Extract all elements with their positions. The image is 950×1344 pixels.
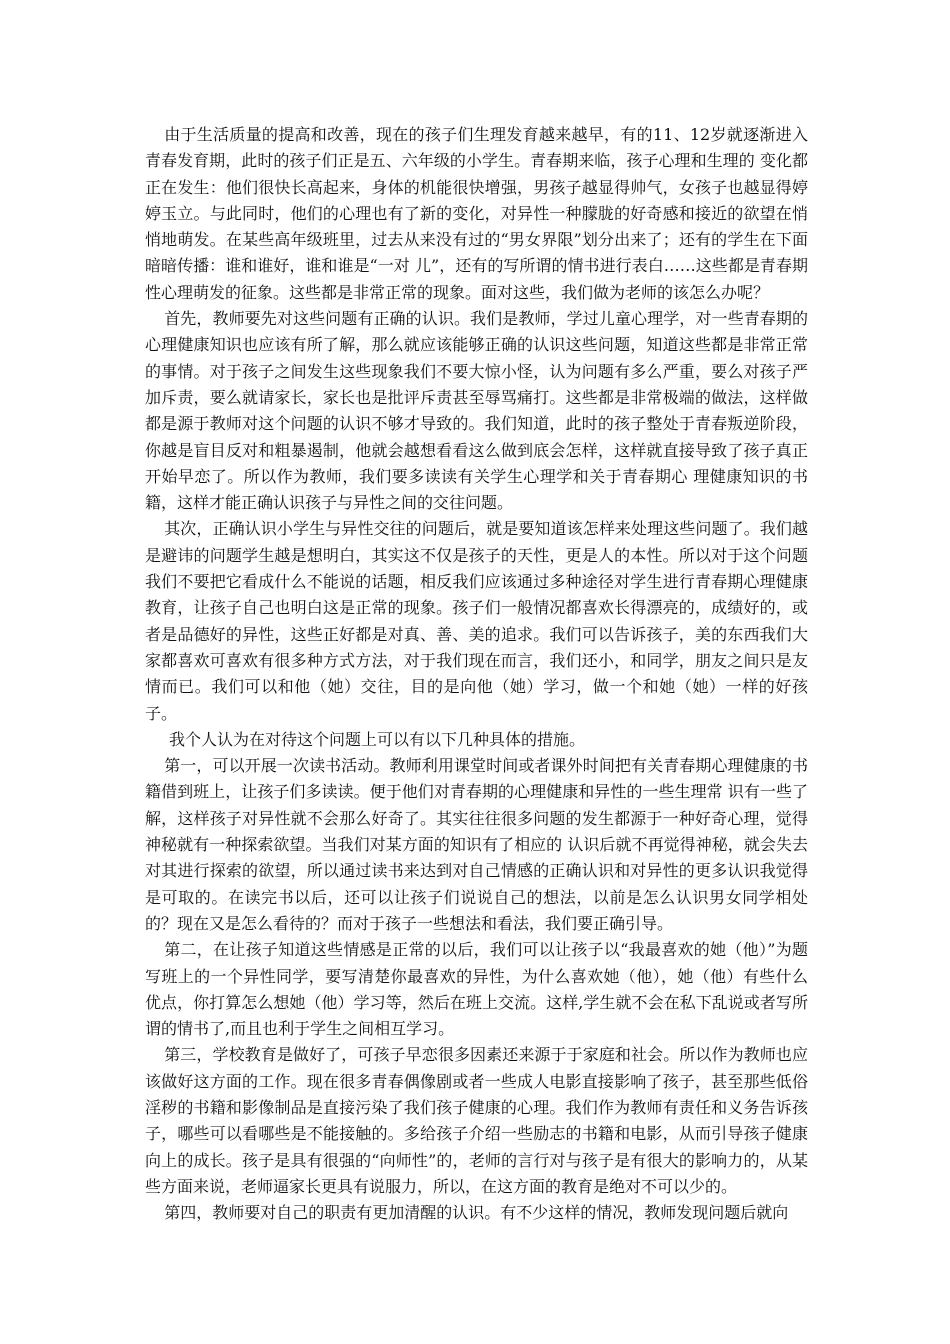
paragraph-second-point: 其次，正确认识小学生与异性交往的问题后，就是要知道该怎样来处理这些问题了。我们越是避讳的问题学生越是想明白，其实这不仅是孩子的天性，更是人的本性。所以对于这个问题我们不要把它看成什么不能说的话题，相反我们应该通过多种途径对学生进行青春期心理健康教育，让孩子自己也明白这是正常的现象。孩子们一般情况都喜欢长得漂亮的，成绩好的，或者是品德好的异性，这些正好都是对真、善、美的追求。我们可以告诉孩子，美的东西我们大家都喜欢可喜欢有很多种方式方法，对于我们现在而言，我们还小，和同学，朋友之间只是友情而已。我们可以和他（她）交往，目的是向他（她）学习，做一个和她（她）一样的好孩子。 bbox=[145, 519, 808, 723]
paragraph-measure-four: 第四，教师要对自己的职责有更加清醒的认识。有不少这样的情况，教师发现问题后就向 bbox=[164, 1203, 789, 1223]
paragraph-measure-two: 第二，在让孩子知道这些情感是正常的以后，我们可以让孩子以“我最喜欢的她（他）”为题写班上的一个异性同学，要写清楚你最喜欢的异性，为什么喜欢她（他），她（他）有些什么优点，你打算怎么想她（他）学习等，然后在班上交流。这样,学生就不会在私下乱说或者写所谓的情书了,而且也利于学生之间相互学习。 bbox=[145, 940, 808, 1039]
document-body bbox=[145, 122, 808, 1226]
paragraph-measures-intro: 我个人认为在对待这个问题上可以有以下几种具体的措施。 bbox=[169, 729, 586, 749]
paragraph-measure-three: 第三，学校教育是做好了，可孩子早恋很多因素还来源于于家庭和社会。所以作为教师也应该做好这方面的工作。现在很多青春偶像剧或者一些成人电影直接影响了孩子，甚至那些低俗淫秽的书籍和影像制品是直接污染了我们孩子健康的心理。我们作为教师有责任和义务告诉孩子，哪些可以看哪些是不能接触的。多给孩子介绍一些励志的书籍和电影，从而引导孩子健康向上的成长。孩子是具有很强的“向师性”的，老师的言行对与孩子是有很大的影响力的，从某些方面来说，老师逼家长更具有说服力，所以，在这方面的教育是绝对不可以少的。 bbox=[145, 1045, 808, 1196]
paragraph-measure-one: 第一，可以开展一次读书活动。教师利用课堂时间或者课外时间把有关青春期心理健康的书籍借到班上，让孩子们多读读。便于他们对青春期的心理健康和异性的一些生理常 识有一些了解，这样孩子对异性就不会那么好奇了。其实往往很多问题的发生都源于一种好奇心理，觉得神秘就有一种探索欲望。当我们对某方面的知识有了相应的 认识后就不再觉得神秘，就会失去对其进行探索的欲望，所以通过读书来达到对自己情感的正确认识和对异性的更多认识我觉得是可取的。在读完书以后，还可以让孩子们说说自己的想法，以前是怎么认识男女同学相处的？现在又是怎么看待的？而对于孩子一些想法和看法，我们要正确引导。 bbox=[145, 756, 808, 933]
paragraph-intro: 由于生活质量的提高和改善，现在的孩子们生理发育越来越早，有的11、12岁就逐渐进入青春发育期，此时的孩子们正是五、六年级的小学生。青春期来临，孩子心理和生理的 变化都正在发生：他们很快长高起来，身体的机能很快增强，男孩子越显得帅气，女孩子也越显得婷婷玉立。与此同时，他们的心理也有了新的变化，对异性一种朦胧的好奇感和接近的欲望在悄悄地萌发。在某些高年级班里，过去从来没有过的“男女界限”划分出来了；还有的学生在下面暗暗传播：谁和谁好，谁和谁是“一对 儿”，还有的写所谓的情书进行表白……这些都是青春期性心理萌发的征象。这些都是非常正常的现象。面对这些，我们做为老师的该怎么办呢？ bbox=[145, 125, 808, 302]
paragraph-first-point: 首先，教师要先对这些问题有正确的认识。我们是教师，学过儿童心理学，对一些青春期的心理健康知识也应该有所了解，那么就应该能够正确的认识这些问题，知道这些都是非常正常的事情。对于孩子之间发生这些现象我们不要大惊小怪，认为问题有多么严重，要么对孩子严加斥责，要么就请家长，家长也是批评斥责甚至辱骂痛打。这些都是非常极端的做法，这样做都是源于教师对这个问题的认识不够才导致的。我们知道，此时的孩子整处于青春叛逆阶段，你越是盲目反对和粗暴遏制，他就会越想看看这么做到底会怎样，这样就直接导致了孩子真正开始早恋了。所以作为教师，我们要多读读有关学生心理学和关于青春期心 理健康知识的书籍，这样才能正确认识孩子与异性之间的交往问题。 bbox=[145, 309, 808, 513]
